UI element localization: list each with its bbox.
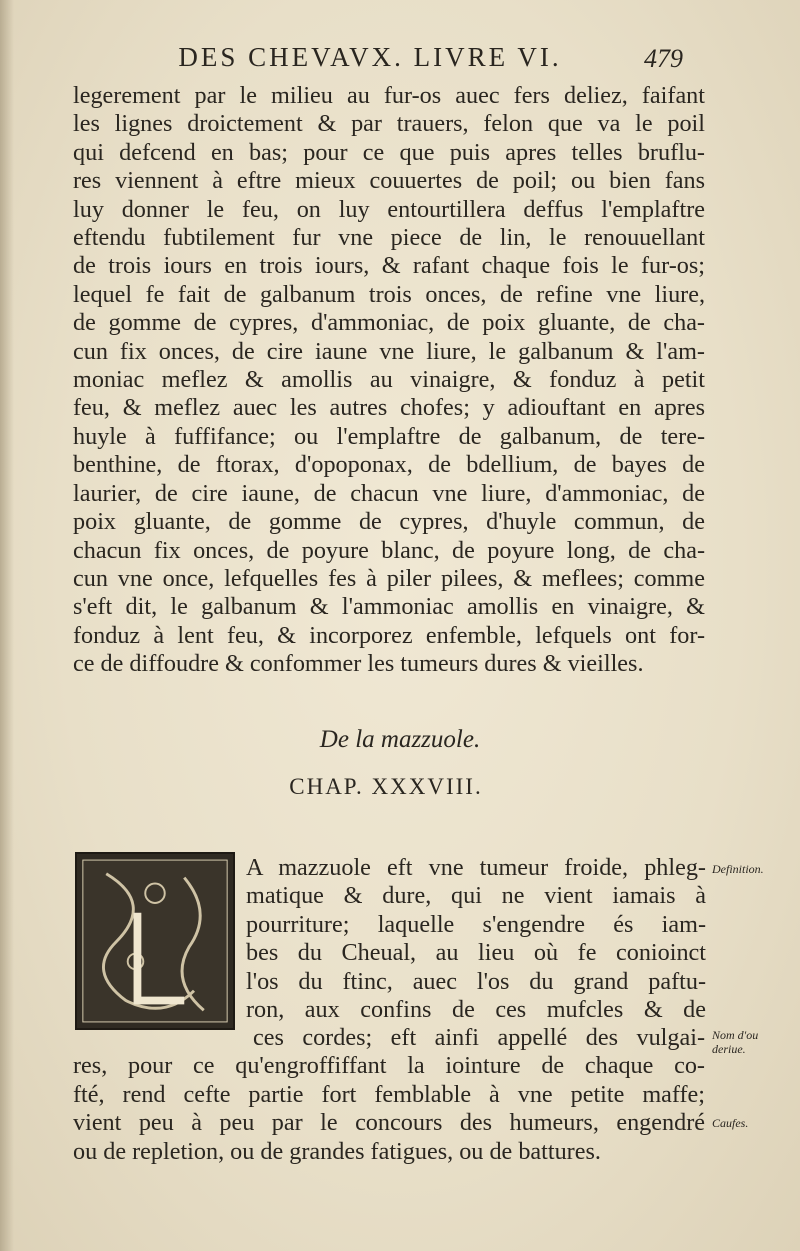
text-line: huyle à fuffifance; ou l'emplaftre de galbanum, de tere- — [73, 422, 705, 450]
text-line: ou de repletion, ou de grandes fatigues, ou de battures. — [73, 1137, 601, 1165]
margin-note-causes: Caufes. — [712, 1116, 749, 1130]
text-line: ces cordes; eft ainfi appellé des vulgai- — [253, 1024, 705, 1051]
text-line: matique & dure, qui ne vient iamais à — [246, 882, 706, 910]
text-line: bes du Cheual, au lieu où fe conioinct — [246, 939, 706, 967]
text-line: luy donner le feu, on luy entourtillera deffus l'emplaftre — [73, 195, 705, 223]
text-line: ce de diffoudre & confommer les tumeurs dures & vieilles. — [73, 650, 644, 678]
text-line: cun vne once, lefquelles fes à piler pilees, & meflees; comme — [73, 564, 705, 592]
paragraph-definition — [246, 854, 706, 1024]
text-line: eftendu fubtilement fur vne piece de lin, le renouuellant — [73, 224, 705, 252]
text-line: res viennent à eftre mieux couuertes de poil; ou bien fans — [73, 167, 705, 195]
text-line: de trois iours en trois iours, & rafant chaque fois le fur-os; — [73, 252, 705, 280]
text-line: de gomme de cypres, d'ammoniac, de poix gluante, de cha- — [73, 309, 705, 337]
woodcut-ornament-icon — [77, 854, 233, 1028]
text-line: qui defcend en bas; pour ce que puis apres telles bruflu- — [73, 138, 705, 166]
text-line: moniac meflez & amollis au vinaigre, & fonduz à petit — [73, 366, 705, 394]
text-line: s'eft dit, le galbanum & l'ammoniac amollis en vinaigre, & — [73, 593, 705, 621]
text-line: vient peu à peu par le concours des humeurs, engendré — [73, 1109, 705, 1137]
text-line: benthine, de ftorax, d'opoponax, de bdellium, de bayes de — [73, 451, 705, 479]
text-line: lequel fe fait de galbanum trois onces, de refine vne liure, — [73, 280, 705, 308]
chapter-label: CHAP. XXXVIII. — [289, 774, 483, 799]
text-line: l'os du ftinc, auec l'os du grand paftu- — [246, 967, 706, 995]
paragraph-causes — [73, 1024, 705, 1166]
gutter-shadow — [0, 0, 14, 1251]
text-line: poix gluante, de gomme de cypres, d'huyle commun, de — [73, 508, 705, 536]
text-line: fté, rend cefte partie fort femblable à vne petite maffe; — [73, 1080, 705, 1108]
text-line: chacun fix onces, de poyure blanc, de poyure long, de cha- — [73, 536, 705, 564]
text-line: legerement par le milieu au fur-os auec fers deliez, faifant — [73, 82, 705, 109]
text-line: feu, & meflez auec les autres chofes; y adiouftant en apres — [73, 394, 705, 422]
text-line: ron, aux confins de ces mufcles & de — [246, 996, 706, 1024]
margin-note-name-origin: Nom d'ou deriue. — [712, 1028, 759, 1056]
decorated-initial-letter-icon — [75, 852, 235, 1030]
text-line: les lignes droictement & par trauers, felon que va le poil — [73, 110, 705, 138]
text-line: A mazzuole eft vne tumeur froide, phleg- — [246, 854, 706, 881]
text-line: fonduz à lent feu, & incorporez enfemble, lefquels ont for- — [73, 621, 705, 649]
section-title: De la mazzuole. — [319, 726, 481, 753]
margin-note-definition: Definition. — [712, 862, 764, 876]
text-line: pourriture; laquelle s'engendre és iam- — [246, 910, 706, 938]
paragraph-remedies — [73, 82, 705, 679]
text-line: res, pour ce qu'engroffiffant la iointure de chaque co- — [73, 1052, 705, 1080]
text-line: laurier, de cire iaune, de chacun vne liure, d'ammoniac, de — [73, 479, 705, 507]
running-head: DES CHEVAVX. LIVRE VI. — [178, 42, 562, 72]
text-line: cun fix onces, de cire iaune vne liure, le galbanum & l'am- — [73, 337, 705, 365]
page-number: 479 — [644, 44, 683, 73]
